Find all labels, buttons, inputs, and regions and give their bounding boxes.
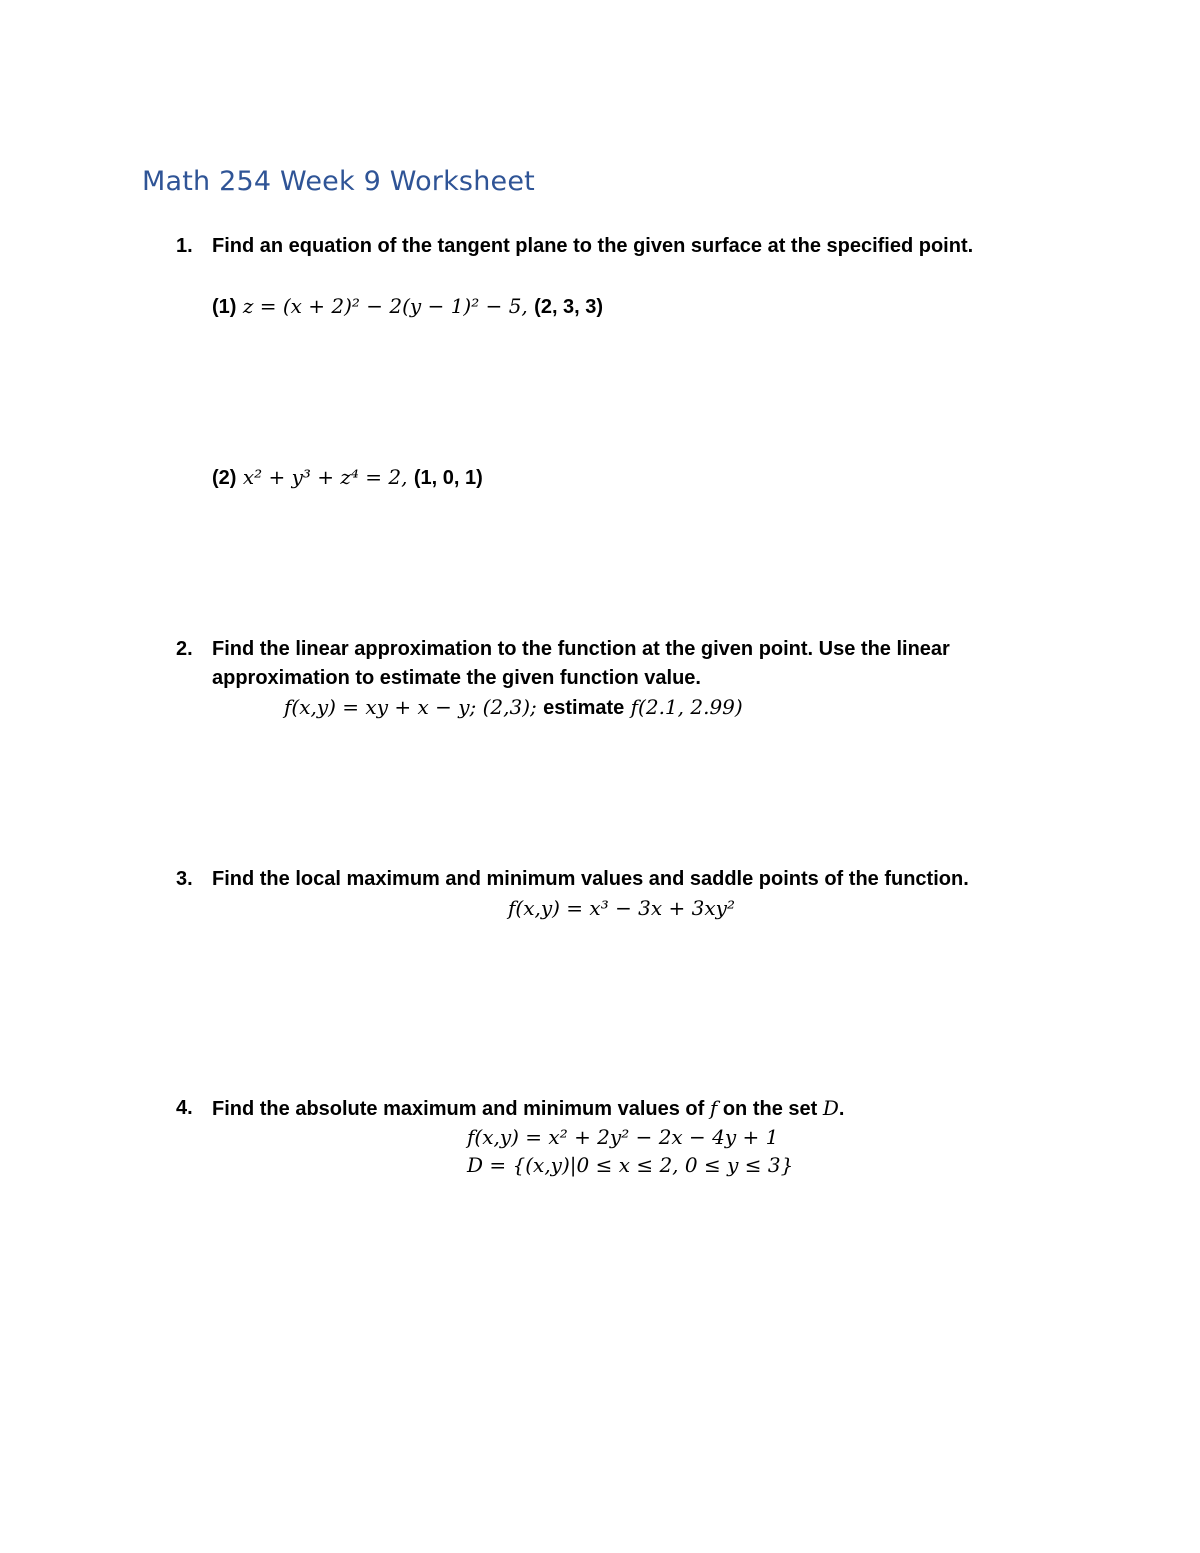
question-1-part-2-label: (2) — [212, 467, 237, 489]
question-2-expression — [284, 695, 743, 720]
question-1-part-1-expression: z = (x + 2)² − 2(y − 1)² − 5, — [242, 294, 528, 318]
question-1-part-1-point: (2, 3, 3) — [534, 296, 604, 318]
question-1-part-1 — [212, 294, 603, 319]
question-4-text-D: D — [822, 1096, 839, 1120]
question-3-number: 3. — [176, 868, 193, 890]
question-2-estimate-expression: f(2.1, 2.99) — [630, 695, 743, 719]
question-4-text-end: . — [838, 1098, 845, 1120]
question-4-number: 4. — [176, 1097, 193, 1119]
question-1-part-2-expression: x² + y³ + z⁴ = 2, — [242, 465, 408, 489]
question-4-text — [212, 1094, 844, 1124]
question-1-number: 1. — [176, 235, 193, 257]
question-2-text-line-1: Find the linear approximation to the function at the given point. Use the linear — [212, 638, 950, 660]
question-3-text: Find the local maximum and minimum values and saddle points of the function. — [212, 868, 969, 890]
page-title: Math 254 Week 9 Worksheet — [142, 166, 535, 197]
question-2-number: 2. — [176, 638, 193, 660]
question-1-part-2-point: (1, 0, 1) — [413, 467, 483, 489]
question-1-text: Find an equation of the tangent plane to the given surface at the specified point. — [212, 235, 974, 257]
question-1-part-2 — [212, 465, 483, 490]
question-3-expression: f(x,y) = x³ − 3x + 3xy² — [508, 896, 735, 920]
question-2-text-line-2: approximation to estimate the given function value. — [212, 667, 701, 689]
question-4-text-before: Find the absolute maximum and minimum values of — [212, 1098, 705, 1120]
question-4-text-f: f — [709, 1096, 718, 1120]
question-4-text-middle: on the set — [722, 1098, 818, 1120]
question-4-function: f(x,y) = x² + 2y² − 2x − 4y + 1 — [467, 1125, 779, 1149]
question-2-estimate-word: estimate — [543, 697, 625, 719]
question-2-function: f(x,y) = xy + x − y; (2,3); — [284, 695, 537, 719]
question-1-part-1-label: (1) — [212, 296, 237, 318]
question-4-domain: D = {(x,y)|0 ≤ x ≤ 2, 0 ≤ y ≤ 3} — [467, 1153, 794, 1177]
